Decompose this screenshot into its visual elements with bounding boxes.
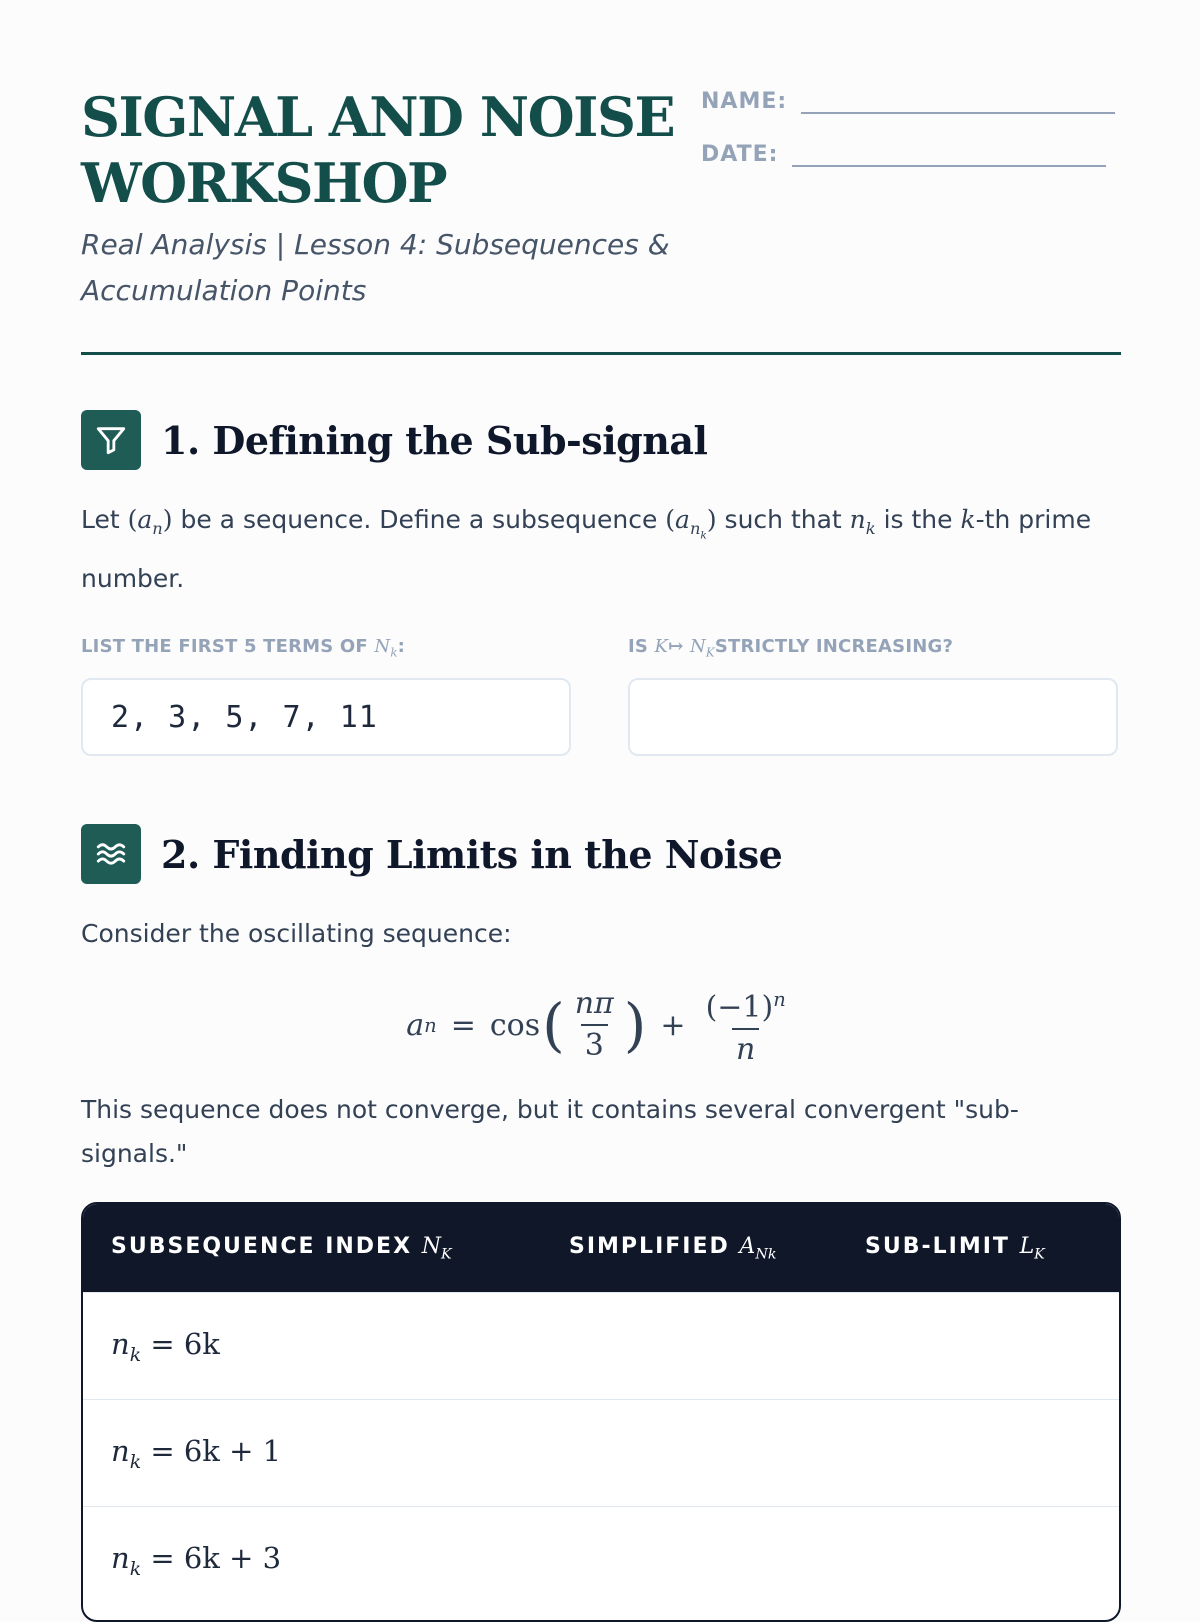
question-1-colon: : — [397, 636, 406, 657]
formula-fraction-2 — [702, 980, 790, 1070]
fraction-2-exponent: n — [773, 988, 786, 1011]
header-subsequence-index — [111, 1234, 569, 1262]
section-2-header — [81, 824, 782, 884]
formula-paren-open: ( — [542, 991, 565, 1059]
row-expression: = 6k + 1 — [141, 1433, 282, 1468]
formula-plus: + — [660, 1007, 686, 1043]
formula-fraction-1 — [571, 984, 618, 1066]
formula-lhs-var: a — [406, 1007, 425, 1043]
math-var: n — [111, 1540, 130, 1575]
math-var: L — [1019, 1233, 1035, 1259]
section-2-note: This sequence does not converge, but it contains several convergent "sub-signals." — [81, 1095, 1019, 1168]
math-sub: k — [129, 1558, 142, 1580]
math-sub: Nk — [755, 1246, 777, 1263]
question-2-text: IS — [628, 636, 655, 657]
definition-text: is the — [875, 505, 961, 534]
waves-icon — [81, 824, 141, 884]
math-var: n — [111, 1326, 130, 1361]
fraction-1-numerator: nπ — [574, 986, 614, 1021]
math-subsub: k — [700, 529, 707, 542]
date-label: DATE: — [701, 142, 779, 167]
math-var: a — [675, 505, 690, 534]
question-1-text: LIST THE FIRST 5 TERMS OF — [81, 636, 375, 657]
math-var: n — [849, 505, 866, 534]
date-input-line[interactable] — [792, 139, 1106, 167]
section-1-header — [81, 410, 707, 470]
table-row — [83, 1292, 1119, 1399]
definition-text: such that — [716, 505, 850, 534]
math-var: n — [111, 1433, 130, 1468]
math-var: a — [137, 505, 153, 534]
section-2-intro: Consider the oscillating sequence: — [81, 919, 512, 948]
question-2-label — [628, 636, 953, 660]
header-divider — [81, 352, 1121, 355]
definition-text: be a sequence. Define a subsequence — [172, 505, 666, 534]
math-sub: k — [129, 1344, 142, 1366]
header-sub-limit — [865, 1234, 1045, 1262]
math-var: N — [421, 1233, 441, 1259]
table-row — [83, 1506, 1119, 1613]
name-label: NAME: — [701, 89, 788, 114]
header-label: SIMPLIFIED — [569, 1233, 740, 1259]
math-sub: n — [689, 519, 701, 538]
formula-cos: cos — [489, 1007, 541, 1043]
filter-icon — [81, 410, 141, 470]
worksheet-title: SIGNAL AND NOISE WORKSHOP — [81, 85, 675, 215]
formula-equals: = — [450, 1007, 476, 1043]
table-row — [83, 1399, 1119, 1506]
worksheet-subtitle: Real Analysis | Lesson 4: Subsequences & Accumulation Points — [81, 228, 670, 307]
fraction-2-numerator: (−1) — [705, 990, 774, 1025]
math-var: K — [654, 636, 669, 657]
row-index-cell — [111, 1434, 281, 1473]
date-field — [701, 139, 1106, 167]
subsequence-table — [81, 1202, 1121, 1622]
math-sub: K — [440, 1246, 452, 1263]
row-index-cell — [111, 1541, 281, 1580]
math-var: A — [739, 1233, 756, 1259]
section-2-title: 2. Finding Limits in the Noise — [161, 831, 783, 877]
math-sub: k — [865, 519, 876, 538]
fraction-1-denominator: 3 — [581, 1024, 608, 1066]
definition-text: Let — [81, 505, 128, 534]
math-sub: n — [152, 519, 163, 538]
name-input-line[interactable] — [801, 86, 1115, 114]
name-field — [701, 86, 1115, 114]
section-1-definition: Let $(a_n)$ be a sequence. Define a subsequence $(a_{n_k})$ such that $n_k$ is the k-th prime number. — [81, 505, 1092, 594]
math-sub: K — [1034, 1246, 1045, 1263]
definition-text: -th prime number. — [81, 505, 1092, 594]
math-sub: k — [129, 1451, 142, 1473]
header-label: SUB-LIMIT — [865, 1233, 1020, 1259]
table-header — [83, 1204, 1119, 1292]
formula-lhs-sub: n — [424, 1013, 437, 1037]
sequence-formula — [0, 980, 1200, 1070]
header-simplified — [569, 1234, 865, 1262]
question-2-text-end: STRICTLY INCREASING? — [714, 636, 954, 657]
question-1-label — [81, 636, 405, 660]
fraction-2-denominator: n — [732, 1028, 759, 1070]
row-expression: = 6k + 3 — [141, 1540, 282, 1575]
question-2-answer-box[interactable] — [628, 678, 1118, 756]
row-expression: = 6k — [141, 1326, 220, 1361]
math-sub: k — [390, 645, 398, 660]
row-index-cell — [111, 1327, 220, 1366]
question-1-answer-box[interactable]: 2, 3, 5, 7, 11 — [81, 678, 571, 756]
math-var: N — [689, 636, 706, 657]
math-sub: K — [705, 645, 715, 660]
formula-paren-close: ) — [623, 991, 647, 1059]
header-label: SUBSEQUENCE INDEX — [111, 1233, 422, 1259]
maps-to-symbol: ↦ — [668, 636, 684, 657]
math-var: k — [960, 505, 976, 534]
section-1-title: 1. Defining the Sub-signal — [161, 417, 708, 463]
math-var: N — [374, 636, 391, 657]
